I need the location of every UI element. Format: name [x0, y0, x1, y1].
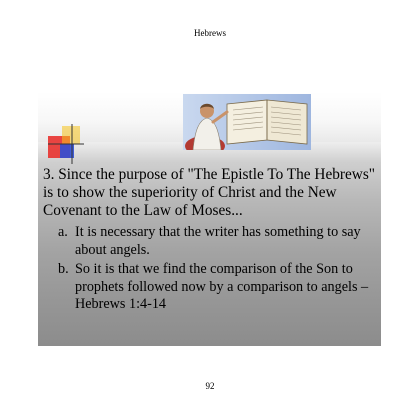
sub-point-text: It is necessary that the writer has something to say about angels. — [75, 224, 361, 258]
sub-point-a — [43, 224, 378, 259]
man-reading-scroll-clipart — [183, 94, 311, 150]
decorative-color-squares — [48, 124, 84, 164]
slide-text — [43, 166, 378, 316]
page-header: Hebrews — [194, 28, 226, 38]
sub-point-marker: b. — [58, 261, 69, 277]
sub-point-text: So it is that we find the comparison of the Son to prophets followed now by a comparison to angels –Hebrews 1:4-14 — [75, 261, 369, 312]
sub-point-list — [43, 224, 378, 314]
sub-point-marker: a. — [58, 224, 68, 240]
slide — [38, 92, 381, 346]
page-number: 92 — [205, 381, 215, 391]
sub-point-b — [43, 261, 378, 314]
main-point: 3. Since the purpose of "The Epistle To The Hebrews" is to show the superiority of Christ and the New Covenant to the Law of Moses... — [43, 166, 376, 219]
